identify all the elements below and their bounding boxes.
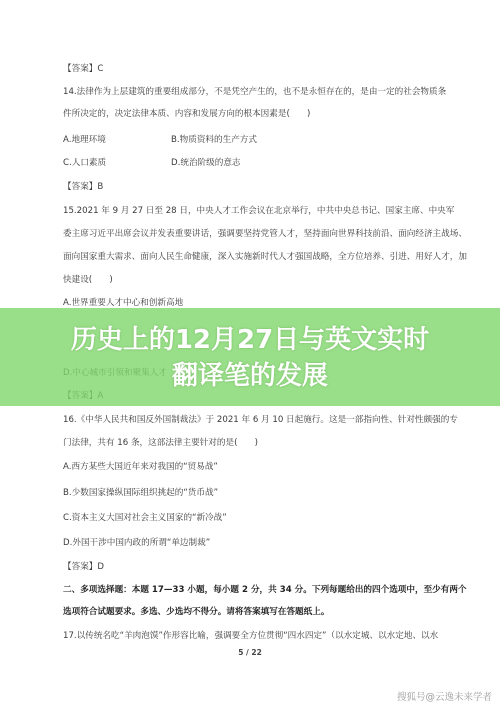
q16-option-c: C.资本主义大国对社会主义国家的“新冷战” [63, 513, 227, 523]
answer-13: 【答案】C [63, 64, 104, 74]
question-15-line-2: 委主席习近平出席会议并发表重要讲话，强调要坚持党管人才，坚持面向世界科技前沿、面向经济主战场、 [63, 229, 467, 239]
banner-title-line-2: 翻译笔的发展 [171, 361, 328, 391]
page-number: 5 / 22 [238, 648, 262, 657]
title-banner [0, 308, 500, 406]
question-16-line-2: 门法律，共有 16 条，这部法律主要针对的是( ) [63, 438, 258, 448]
question-15-line-4: 快建设( ) [63, 275, 113, 285]
answer-16: 【答案】D [63, 562, 104, 572]
answer-14: 【答案】B [63, 182, 104, 192]
q15-option-a: A.世界重要人才中心和创新高地 [63, 298, 184, 308]
section-2-instructions-line-2: 选项符合试题要求。多选、少选均不得分。请将答案填写在答题纸上。 [63, 607, 330, 617]
q14-option-a: A.地理环境 [63, 135, 106, 145]
q16-option-d: D.外国干涉中国内政的所谓“单边制裁” [63, 538, 211, 548]
q16-option-a: A.西方某些大国近年来对我国的“贸易战” [63, 462, 218, 472]
question-15-line-3: 面向国家重大需求、面向人民生命健康，深入实施新时代人才强国战略，全方位培养、引进、用好人才，加 [63, 252, 467, 262]
section-2-instructions-line-1: 二、多项选择题：本题 17—33 小题，每小题 2 分，共 34 分。下列每题给出的四个选项中，至少有两个 [63, 585, 467, 595]
q14-option-c: C.人口素质 [63, 158, 107, 168]
q16-option-b: B.少数国家操纵国际组织挑起的“货币战” [63, 488, 219, 498]
question-16-line-1: 16.《中华人民共和国反外国制裁法》于 2021 年 6 月 10 日起施行。这是一部指向性、针对性颇强的专 [63, 415, 458, 425]
q14-option-b: B.物质资料的生产方式 [171, 135, 257, 145]
watermark-text: 搜狐号@云逸未来学者 [396, 692, 492, 703]
question-14-line-2: 件所决定的，决定法律本质、内容和发展方向的根本因素是( ) [63, 109, 311, 119]
question-17-line-1: 17.以传统名吃“羊肉泡馍”作形容比喻，强调要全方位贯彻“四水四定”（以水定城、以水定地、以水 [63, 631, 439, 641]
question-14-line-1: 14.法律作为上层建筑的重要组成部分，不是凭空产生的，也不是永恒存在的，是由一定的社会物质条 [63, 87, 447, 97]
banner-title-line-1: 历史上的12月27日与英文实时 [70, 325, 430, 355]
q14-option-d: D.统治阶级的意志 [171, 158, 241, 168]
question-15-line-1: 15.2021 年 9 月 27 日至 28 日，中央人才工作会议在北京举行，中共中央总书记、国家主席、中央军 [63, 206, 455, 216]
